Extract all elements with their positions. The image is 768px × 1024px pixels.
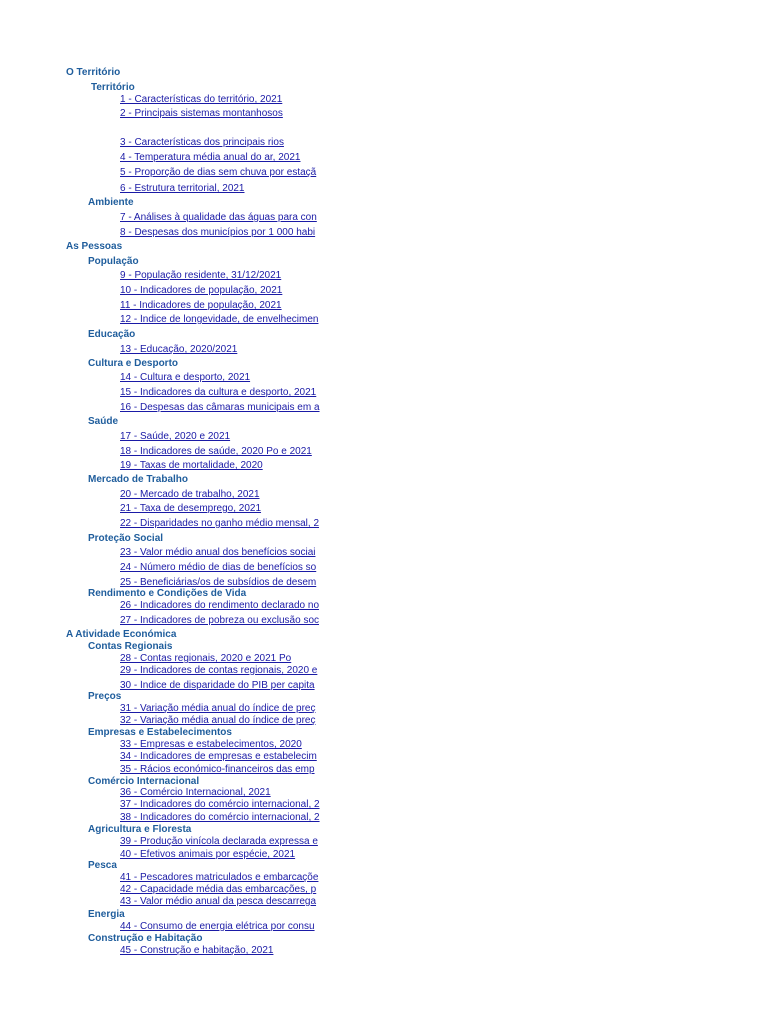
subsection-heading-pesca: Pesca [88, 860, 117, 871]
subsection-heading-educacao: Educação [88, 329, 136, 340]
subsection-heading-precos: Preços [88, 691, 122, 702]
toc-link-43[interactable]: 43 - Valor médio anual da pesca descarrega [120, 896, 317, 907]
toc-link-12[interactable]: 12 - Índice de longevidade, de envelhecimen [120, 314, 319, 325]
subsection-heading-rendimento-e-condicoes-de-vida: Rendimento e Condições de Vida [88, 588, 247, 599]
toc-link-35[interactable]: 35 - Rácios económico-financeiros das emp [120, 764, 315, 775]
toc-link-45[interactable]: 45 - Construção e habitação, 2021 [120, 945, 274, 956]
subsection-heading-cultura-e-desporto: Cultura e Desporto [88, 358, 179, 369]
toc-link-14[interactable]: 14 - Cultura e desporto, 2021 [120, 372, 251, 383]
toc-link-18[interactable]: 18 - Indicadores de saúde, 2020 Po e 2021 [120, 446, 312, 457]
toc-link-41[interactable]: 41 - Pescadores matriculados e embarcaçõe [120, 872, 319, 883]
section-heading-o-territorio: O Território [66, 67, 121, 78]
toc-link-42[interactable]: 42 - Capacidade média das embarcações, p [120, 884, 317, 895]
toc-link-8[interactable]: 8 - Despesas dos municípios por 1 000 habi [120, 227, 316, 238]
toc-link-6[interactable]: 6 - Estrutura territorial, 2021 [120, 183, 245, 194]
subsection-heading-protecao-social: Proteção Social [88, 533, 164, 544]
subsection-heading-saude: Saúde [88, 416, 119, 427]
toc-link-16[interactable]: 16 - Despesas das câmaras municipais em a [120, 402, 320, 413]
toc-link-3[interactable]: 3 - Características dos principais rios [120, 137, 284, 148]
toc-link-29[interactable]: 29 - Indicadores de contas regionais, 2020 e [120, 665, 318, 676]
subsection-heading-agricultura-e-floresta: Agricultura e Floresta [88, 824, 192, 835]
toc-link-23[interactable]: 23 - Valor médio anual dos benefícios sociai [120, 547, 316, 558]
toc-link-44[interactable]: 44 - Consumo de energia elétrica por consu [120, 921, 315, 932]
section-heading-a-atividade-economica: A Atividade Económica [66, 629, 177, 640]
toc-link-30[interactable]: 30 - Índice de disparidade do PIB per capita [120, 680, 315, 691]
toc-link-25[interactable]: 25 - Beneficiárias/os de subsídios de desem [120, 577, 317, 588]
toc-link-38[interactable]: 38 - Indicadores do comércio internacional, 2 [120, 812, 320, 823]
toc-link-9[interactable]: 9 - População residente, 31/12/2021 [120, 270, 282, 281]
toc-link-33[interactable]: 33 - Empresas e estabelecimentos, 2020 [120, 739, 302, 750]
toc-link-27[interactable]: 27 - Indicadores de pobreza ou exclusão soc [120, 615, 320, 626]
toc-link-22[interactable]: 22 - Disparidades no ganho médio mensal, 2 [120, 518, 320, 529]
toc-link-26[interactable]: 26 - Indicadores do rendimento declarado no [120, 600, 320, 611]
subsection-heading-construcao-e-habitacao: Construção e Habitação [88, 933, 203, 944]
toc-link-17[interactable]: 17 - Saúde, 2020 e 2021 [120, 431, 231, 442]
subsection-heading-ambiente: Ambiente [88, 197, 134, 208]
toc-link-13[interactable]: 13 - Educação, 2020/2021 [120, 344, 238, 355]
toc-link-20[interactable]: 20 - Mercado de trabalho, 2021 [120, 489, 260, 500]
toc-link-40[interactable]: 40 - Efetivos animais por espécie, 2021 [120, 849, 296, 860]
subsection-heading-territorio: Território [91, 82, 135, 93]
toc-link-19[interactable]: 19 - Taxas de mortalidade, 2020 [120, 460, 263, 471]
toc-link-24[interactable]: 24 - Número médio de dias de benefícios so [120, 562, 317, 573]
toc-link-34[interactable]: 34 - Indicadores de empresas e estabelecim [120, 751, 317, 762]
toc-link-31[interactable]: 31 - Variação média anual do índice de preç [120, 703, 316, 714]
toc-link-39[interactable]: 39 - Produção vinícola declarada expressa e [120, 836, 318, 847]
section-heading-as-pessoas: As Pessoas [66, 241, 123, 252]
subsection-heading-empresas-e-estabelecimentos: Empresas e Estabelecimentos [88, 727, 232, 738]
toc-link-21[interactable]: 21 - Taxa de desemprego, 2021 [120, 503, 262, 514]
toc-link-28[interactable]: 28 - Contas regionais, 2020 e 2021 Po [120, 653, 292, 664]
toc-link-32[interactable]: 32 - Variação média anual do índice de preç [120, 715, 316, 726]
subsection-heading-energia: Energia [88, 909, 125, 920]
toc-link-15[interactable]: 15 - Indicadores da cultura e desporto, 2021 [120, 387, 317, 398]
toc-link-2[interactable]: 2 - Principais sistemas montanhosos [120, 108, 283, 119]
subsection-heading-mercado-de-trabalho: Mercado de Trabalho [88, 474, 189, 485]
toc-link-4[interactable]: 4 - Temperatura média anual do ar, 2021 [120, 152, 301, 163]
toc-link-5[interactable]: 5 - Proporção de dias sem chuva por estaçã [120, 167, 317, 178]
subsection-heading-contas-regionais: Contas Regionais [88, 641, 173, 652]
toc-link-1[interactable]: 1 - Características do território, 2021 [120, 94, 283, 105]
subsection-heading-populacao: População [88, 256, 139, 267]
subsection-heading-comercio-internacional: Comércio Internacional [88, 776, 200, 787]
toc-link-36[interactable]: 36 - Comércio Internacional, 2021 [120, 787, 271, 798]
toc-link-37[interactable]: 37 - Indicadores do comércio internacional, 2 [120, 799, 320, 810]
toc-link-10[interactable]: 10 - Indicadores de população, 2021 [120, 285, 283, 296]
toc-link-11[interactable]: 11 - Indicadores de população, 2021 [120, 300, 282, 311]
toc-link-7[interactable]: 7 - Análises à qualidade das águas para con [120, 212, 317, 223]
